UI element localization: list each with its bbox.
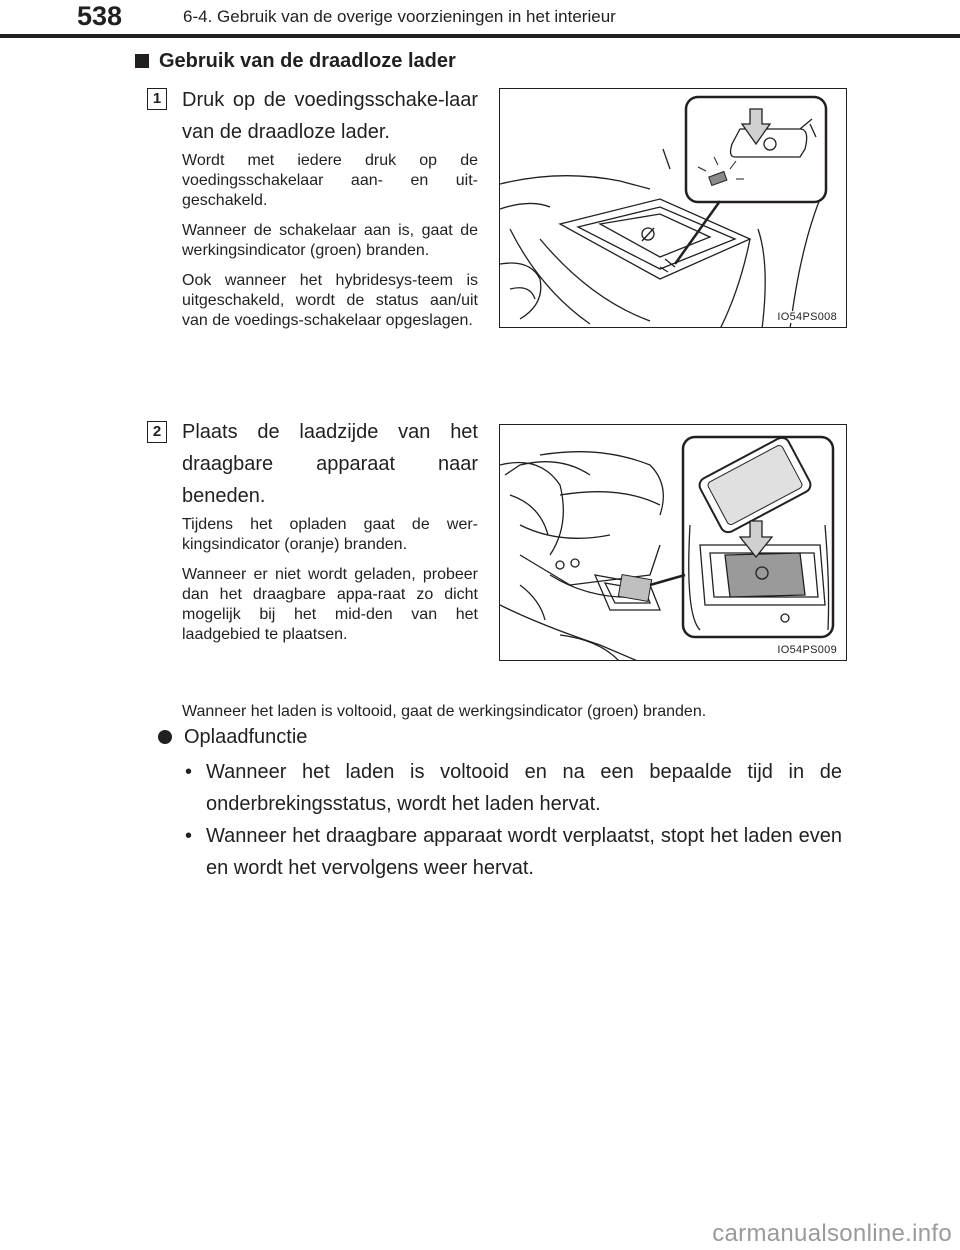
filled-circle-icon [158,730,172,744]
bullet-mark: • [185,825,193,847]
figure-code: IO54PS008 [777,311,837,323]
charging-function-heading-text: Oplaadfunctie [184,726,308,748]
list-item [182,756,842,820]
watermark: carmanualsonline.info [712,1220,952,1247]
step-1-paragraph: Wordt met iedere druk op de voedingsschakelaar aan- en uit-geschakeld. [182,152,478,209]
step-1-paragraph: Wanneer de schakelaar aan is, gaat de werkingsindicator (groen) branden. [182,222,478,259]
charging-function-list [182,756,842,884]
step-1-title: Druk op de voedingsschake-laar van de draadloze lader. [182,89,478,143]
figure-wireless-charger-switch [499,88,847,328]
charger-switch-illustration [500,89,847,328]
figure-code: IO54PS009 [777,644,837,656]
step-2-paragraph: Wanneer er niet wordt geladen, probeer dan het draagbare appa-raat zo dicht mogelijk bij het mid-den van het laadgebied te plaatsen. [182,566,478,643]
figure-device-placement [499,424,847,661]
step-2-title: Plaats de laadzijde van het draagbare apparaat naar beneden. [182,421,478,507]
header-rule [0,34,960,38]
device-placement-illustration [500,425,847,661]
charging-function-heading [155,723,307,751]
filled-square-icon [135,54,149,68]
page-header [0,0,960,40]
step-2-body [182,515,478,655]
list-item-text: Wanneer het laden is voltooid en na een bepaalde tijd in de onderbrekingsstatus, wordt het laden hervat. [206,761,842,815]
bullet-mark: • [185,761,193,783]
step-2-paragraph: Tijdens het opladen gaat de wer-kingsindicator (oranje) branden. [182,516,478,553]
step-1-body [182,151,478,341]
section-heading-text: Gebruik van de draadloze lader [159,50,456,72]
section-heading [135,49,456,73]
step-badge-2: 2 [147,421,167,443]
chapter-title: 6-4. Gebruik van de overige voorzieningen in het interieur [183,7,616,26]
step-badge-1: 1 [147,88,167,110]
list-item-text: Wanneer het draagbare apparaat wordt verplaatst, stopt het laden even en wordt het vervolgens weer hervat. [206,825,842,879]
completion-note: Wanneer het laden is voltooid, gaat de werkingsindicator (groen) branden. [182,703,707,720]
step-1-paragraph: Ook wanneer het hybridesys-teem is uitgeschakeld, wordt de status aan/uit van de voedings-schakelaar opgeslagen. [182,272,478,329]
list-item [182,820,842,884]
page-number: 538 [77,1,123,31]
